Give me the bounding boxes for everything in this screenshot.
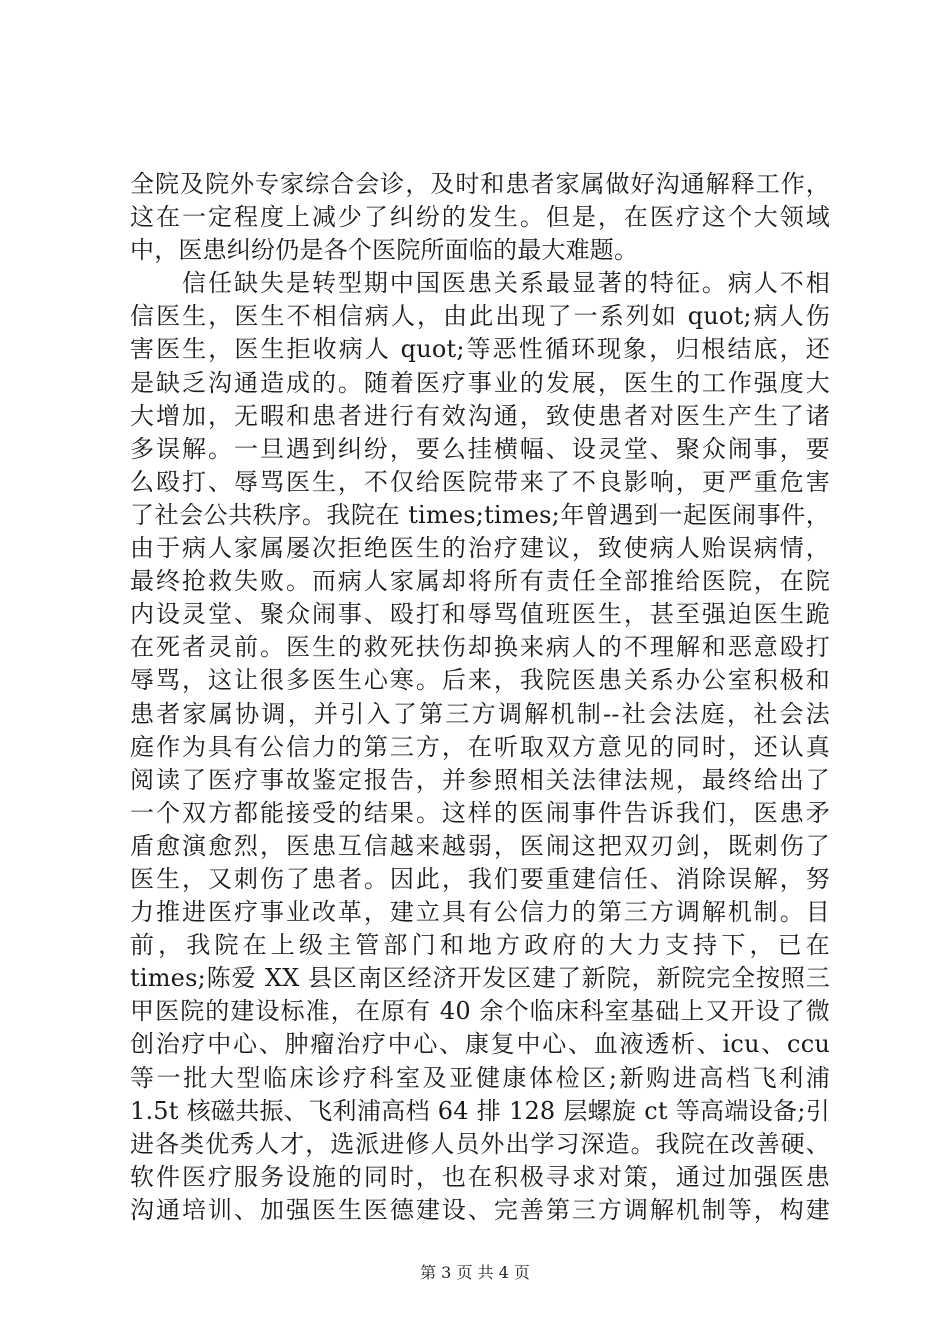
text-line: 患者家属协调，并引入了第三方调解机制--社会法庭，社会法: [130, 699, 830, 728]
text-line: 信医生，医生不相信病人，由此出现了一系列如 quot;病人伤: [130, 302, 830, 331]
body-text: [130, 168, 830, 1227]
text-line: 等一批大型临床诊疗科室及亚健康体检区;新购进高档飞利浦: [130, 1063, 830, 1092]
text-line: 一个双方都能接受的结果。这样的医闹事件告诉我们，医患矛: [130, 798, 830, 827]
text-line: 全院及院外专家综合会诊，及时和患者家属做好沟通解释工作，: [130, 170, 830, 198]
text-line: 医生，又刺伤了患者。因此，我们要重建信任、消除误解，努: [130, 864, 830, 893]
page-footer: 第 3 页 共 4 页: [420, 1263, 530, 1282]
text-line: 甲医院的建设标准，在原有 40 余个临床科室基础上又开设了微: [130, 997, 830, 1026]
text-line: 进各类优秀人才，选派进修人员外出学习深造。我院在改善硬、: [130, 1129, 830, 1158]
text-line: times;陈爱 XX 县区南区经济开发区建了新院，新院完全按照三: [130, 964, 830, 993]
text-line: 力推进医疗事业改革，建立具有公信力的第三方调解机制。目: [130, 898, 830, 927]
text-line: 内设灵堂、聚众闹事、殴打和辱骂值班医生，甚至强迫医生跪: [130, 600, 830, 629]
text-line: 由于病人家属屡次拒绝医生的治疗建议，致使病人贻误病情，: [130, 534, 830, 563]
text-line: 软件医疗服务设施的同时，也在积极寻求对策，通过加强医患: [130, 1162, 830, 1191]
text-line: 沟通培训、加强医生医德建设、完善第三方调解机制等，构建: [130, 1195, 830, 1224]
text-line: 盾愈演愈烈，医患互信越来越弱，医闹这把双刃剑，既刺伤了: [130, 831, 830, 860]
text-line: 前，我院在上级主管部门和地方政府的大力支持下，已在: [130, 931, 830, 960]
text-line: 中，医患纠纷仍是各个医院所面临的最大难题。: [130, 236, 639, 265]
text-line: 辱骂，这让很多医生心寒。后来，我院医患关系办公室积极和: [130, 666, 830, 695]
text-line: 在死者灵前。医生的救死扶伤却换来病人的不理解和恶意殴打: [130, 633, 830, 662]
text-line: 阅读了医疗事故鉴定报告，并参照相关法律法规，最终给出了: [130, 765, 830, 794]
text-line: 多误解。一旦遇到纠纷，要么挂横幅、设灵堂、聚众闹事，要: [130, 434, 830, 463]
text-line: 最终抢救失败。而病人家属却将所有责任全部推给医院，在院: [130, 567, 830, 596]
text-line: 1.5t 核磁共振、飞利浦高档 64 排 128 层螺旋 ct 等高端设备;引: [130, 1096, 830, 1125]
text-line: 么殴打、辱骂医生，不仅给医院带来了不良影响，更严重危害: [130, 467, 830, 496]
text-line: 害医生，医生拒收病人 quot;等恶性循环现象，归根结底，还: [130, 335, 830, 364]
text-line: 了社会公共秩序。我院在 times;times;年曾遇到一起医闹事件，: [130, 500, 830, 529]
text-line: 庭作为具有公信力的第三方，在听取双方意见的同时，还认真: [130, 732, 830, 761]
text-line: 这在一定程度上减少了纠纷的发生。但是，在医疗这个大领域: [130, 203, 830, 232]
text-line: 信任缺失是转型期中国医患关系最显著的特征。病人不相: [130, 269, 830, 298]
text-line: 是缺乏沟通造成的。随着医疗事业的发展，医生的工作强度大: [130, 368, 830, 397]
text-line: 创治疗中心、肿瘤治疗中心、康复中心、血液透析、icu、ccu: [130, 1030, 830, 1059]
text-line: 大增加，无暇和患者进行有效沟通，致使患者对医生产生了诸: [130, 401, 830, 430]
